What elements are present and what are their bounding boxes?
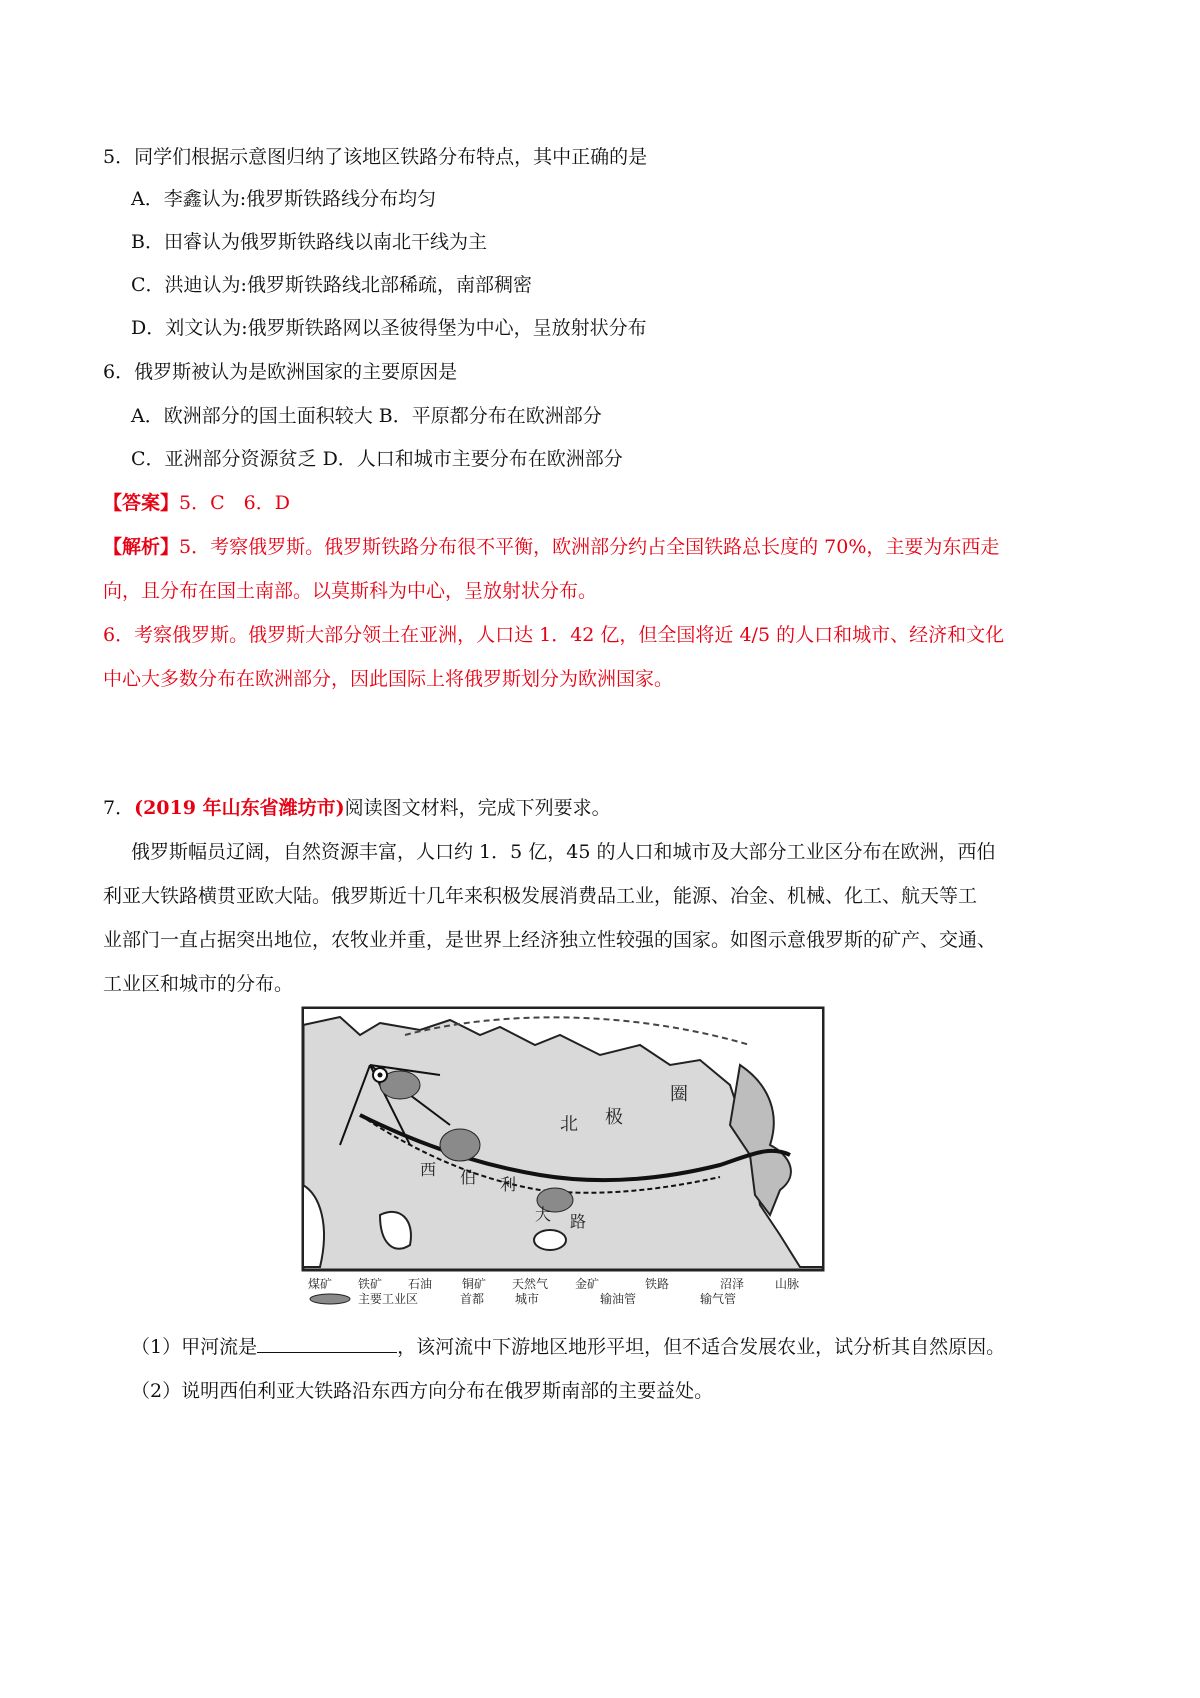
legend-capital: 首都	[460, 1292, 485, 1305]
russia-map	[300, 1005, 845, 1305]
q7-paragraph-1: 俄罗斯幅员辽阔，自然资源丰富，人口约 1．5 亿，45 的人口和城市及大部分工业区分布在欧洲，西伯	[131, 841, 996, 863]
q7-sub-2: （2）说明西伯利亚大铁路沿东西方向分布在俄罗斯南部的主要益处。	[131, 1380, 714, 1402]
q7-paragraph-4: 工业区和城市的分布。	[103, 973, 294, 995]
label-lu: 路	[570, 1212, 587, 1231]
analysis-text-1: 5．考察俄罗斯。俄罗斯铁路分布很不平衡，欧洲部分约占全国铁路总长度的 70%，主要为东西走	[179, 536, 1000, 558]
legend-oil-pipeline: 输油管	[600, 1292, 637, 1305]
legend-swamp: 沼泽	[720, 1277, 745, 1291]
answer-line	[103, 490, 290, 516]
q7-paragraph-3: 业部门一直占据突出地位，农牧业并重，是世界上经济独立性较强的国家。如图示意俄罗斯的矿产、交通、	[103, 929, 997, 951]
legend-city: 城市	[515, 1292, 540, 1305]
legend-gold: 金矿	[575, 1277, 600, 1291]
q5-option-a: A．李鑫认为:俄罗斯铁路线分布均匀	[131, 188, 437, 210]
legend-oil: 石油	[408, 1277, 433, 1291]
q7-instruction: 阅读图文材料，完成下列要求。	[344, 797, 611, 819]
q7-sub-1-prefix: （1）甲河流是	[131, 1336, 258, 1358]
label-west: 西	[420, 1160, 437, 1179]
q5-option-c: C．洪迪认为:俄罗斯铁路线北部稀疏，南部稠密	[131, 274, 532, 296]
q6-options-cd: C．亚洲部分资源贫乏 D．人口和城市主要分布在欧洲部分	[131, 448, 623, 470]
legend-industrial: 主要工业区	[358, 1292, 419, 1305]
q7-sub-1	[131, 1334, 1005, 1360]
legend-railway: 铁路	[645, 1277, 670, 1291]
answer-blank[interactable]	[257, 1334, 397, 1353]
answer-label: 【答案】	[103, 492, 180, 514]
russia-map-figure	[300, 1005, 845, 1305]
q7-number: 7．	[103, 797, 135, 819]
q7-source: (2019 年山东省潍坊市)	[134, 797, 345, 819]
q6-options-ab: A．欧洲部分的国土面积较大 B．平原都分布在欧洲部分	[131, 405, 602, 427]
q5-option-b: B．田睿认为俄罗斯铁路线以南北干线为主	[131, 231, 487, 253]
legend-gas: 天然气	[512, 1277, 549, 1291]
q7-paragraph-2: 利亚大铁路横贯亚欧大陆。俄罗斯近十几年来积极发展消费品工业，能源、冶金、机械、化工、航天等工	[103, 885, 978, 907]
q7-sub-1-suffix: ，该河流中下游地区地形平坦，但不适合发展农业，试分析其自然原因。	[397, 1336, 1006, 1358]
label-circle: 圈	[670, 1084, 688, 1105]
label-pole: 极	[605, 1107, 623, 1128]
analysis-label: 【解析】	[103, 536, 180, 558]
analysis-line-2: 向，且分布在国土南部。以莫斯科为中心，呈放射状分布。	[103, 580, 598, 602]
label-da: 大	[535, 1205, 552, 1224]
legend-iron: 铁矿	[358, 1277, 383, 1291]
legend-copper: 铜矿	[462, 1277, 487, 1291]
q6-stem: 6．俄罗斯被认为是欧洲国家的主要原因是	[103, 361, 458, 383]
label-bo: 伯	[460, 1168, 477, 1187]
q5-option-d: D．刘文认为:俄罗斯铁路网以圣彼得堡为中心，呈放射状分布	[131, 317, 647, 339]
analysis-line-3: 6．考察俄罗斯。俄罗斯大部分领土在亚洲，人口达 1．42 亿，但全国将近 4/5 的人口和城市、经济和文化	[103, 624, 1005, 646]
q5-stem: 5．同学们根据示意图归纳了该地区铁路分布特点，其中正确的是	[103, 146, 648, 168]
label-north: 北	[560, 1114, 578, 1135]
industrial-area-ural	[440, 1129, 480, 1161]
analysis-line-1	[103, 534, 999, 560]
answer-text: 5．C 6．D	[179, 492, 290, 514]
lake-baikal	[534, 1230, 566, 1250]
q7-header	[103, 795, 611, 821]
legend-gas-pipeline: 输气管	[700, 1292, 737, 1305]
legend-mountains: 山脉	[775, 1277, 800, 1291]
label-li: 利	[500, 1175, 517, 1194]
legend-coal: 煤矿	[308, 1277, 333, 1291]
analysis-line-4: 中心大多数分布在欧洲部分，因此国际上将俄罗斯划分为欧洲国家。	[103, 668, 674, 690]
map-legend	[303, 1275, 823, 1305]
